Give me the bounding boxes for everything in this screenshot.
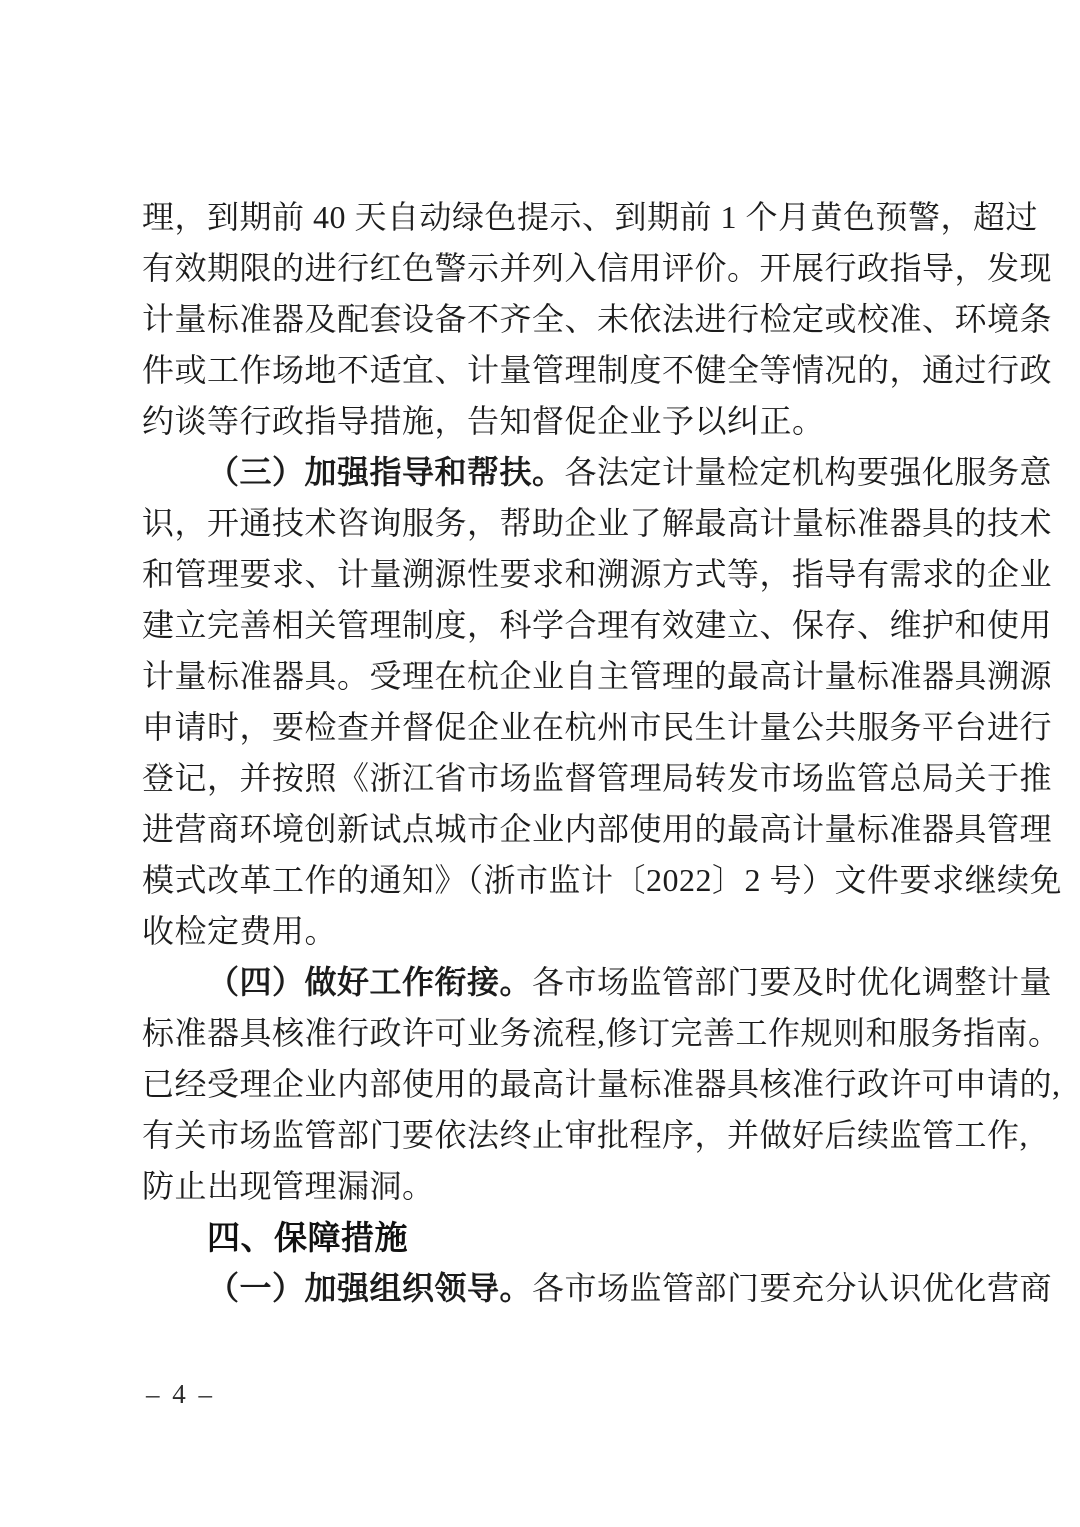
subheading-bold-text: （四）做好工作衔接。 bbox=[207, 964, 533, 1000]
text-line: 收检定费用。 bbox=[142, 913, 338, 949]
document-body bbox=[142, 192, 1063, 1314]
text-line: 计量标准器及配套设备不齐全、未依法进行检定或校准、环境条 bbox=[142, 301, 1053, 337]
text-run: 各法定计量检定机构要强化服务意 bbox=[564, 454, 1053, 490]
paragraph-start-line bbox=[142, 1263, 1053, 1314]
text-line: 件或工作场地不适宜、计量管理制度不健全等情况的，通过行政 bbox=[142, 352, 1053, 388]
text-line: 和管理要求、计量溯源性要求和溯源方式等，指导有需求的企业 bbox=[142, 556, 1053, 592]
page-number: – 4 – bbox=[146, 1379, 215, 1409]
subheading-bold-text: （一）加强组织领导。 bbox=[207, 1270, 533, 1306]
text-line: 标准器具核准行政许可业务流程,修订完善工作规则和服务指南。 bbox=[142, 1015, 1061, 1051]
text-line: 进营商环境创新试点城市企业内部使用的最高计量标准器具管理 bbox=[142, 811, 1053, 847]
text-line: 有关市场监管部门要依法终止审批程序，并做好后续监管工作, bbox=[142, 1117, 1029, 1153]
text-run: 各市场监管部门要及时优化调整计量 bbox=[532, 964, 1053, 1000]
text-line: 申请时，要检查并督促企业在杭州市民生计量公共服务平台进行 bbox=[142, 709, 1053, 745]
paragraph-start-line bbox=[142, 447, 1053, 498]
section-heading: 四、保障措施 bbox=[207, 1219, 408, 1256]
text-line: 计量标准器具。受理在杭企业自主管理的最高计量标准器具溯源 bbox=[142, 658, 1053, 694]
subheading-bold-text: （三）加强指导和帮扶。 bbox=[207, 454, 565, 490]
text-line: 理，到期前 40 天自动绿色提示、到期前 1 个月黄色预警，超过 bbox=[142, 199, 1039, 235]
text-line: 约谈等行政指导措施，告知督促企业予以纠正。 bbox=[142, 403, 825, 439]
text-line: 防止出现管理漏洞。 bbox=[142, 1168, 435, 1204]
text-line: 有效期限的进行红色警示并列入信用评价。开展行政指导，发现 bbox=[142, 250, 1053, 286]
text-line: 识，开通技术咨询服务，帮助企业了解最高计量标准器具的技术 bbox=[142, 505, 1053, 541]
text-line: 已经受理企业内部使用的最高计量标准器具核准行政许可申请的, bbox=[142, 1066, 1061, 1102]
paragraph-start-line bbox=[142, 957, 1053, 1008]
text-line: 登记，并按照《浙江省市场监督管理局转发市场监管总局关于推 bbox=[142, 760, 1053, 796]
text-line: 建立完善相关管理制度，科学合理有效建立、保存、维护和使用 bbox=[142, 607, 1053, 643]
text-line: 模式改革工作的通知》（浙市监计〔2022〕2 号）文件要求继续免 bbox=[142, 862, 1063, 898]
text-run: 各市场监管部门要充分认识优化营商 bbox=[532, 1270, 1053, 1306]
